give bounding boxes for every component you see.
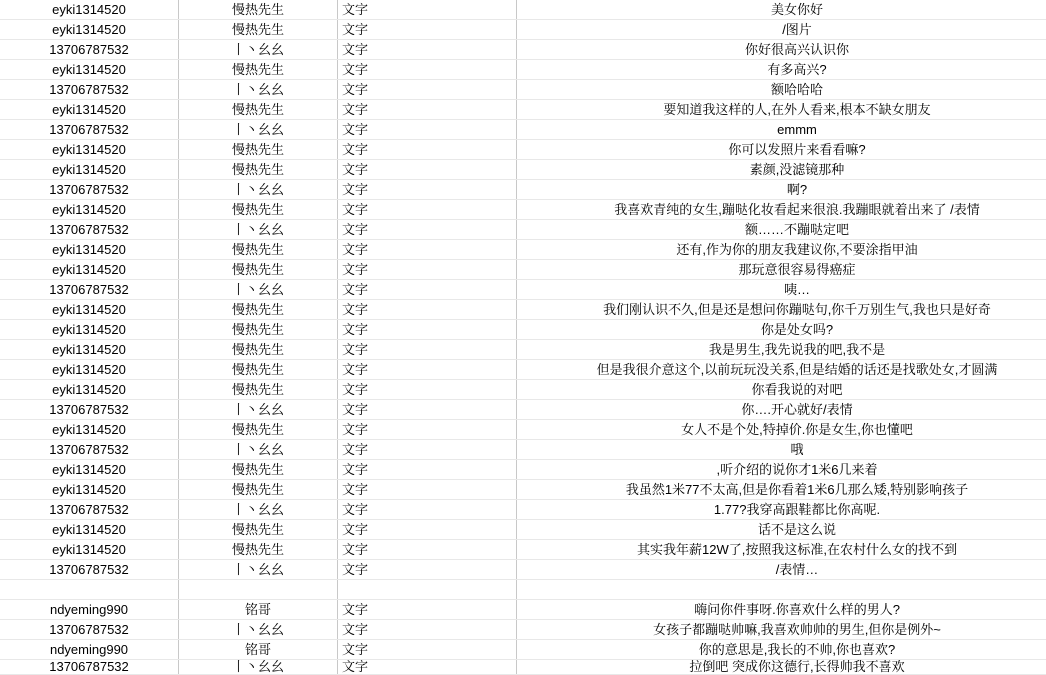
- cell-msg_type: 文字: [338, 500, 517, 520]
- table-row[interactable]: [0, 120, 1046, 140]
- cell-content: /图片: [517, 20, 1046, 40]
- table-row[interactable]: [0, 580, 1046, 600]
- cell-content: 还有,作为你的朋友我建议你,不要涂指甲油: [517, 240, 1046, 260]
- cell-msg_type: 文字: [338, 40, 517, 60]
- cell-content: 额……不蹦哒定吧: [517, 220, 1046, 240]
- cell-sender_id: ndyeming990: [0, 600, 179, 620]
- cell-content: 女孩子都蹦哒帅嘛,我喜欢帅帅的男生,但你是例外~: [517, 620, 1046, 640]
- cell-sender_name: 慢热先生: [179, 420, 338, 440]
- cell-msg_type: 文字: [338, 260, 517, 280]
- cell-content: 美女你好: [517, 0, 1046, 20]
- cell-msg_type: 文字: [338, 560, 517, 580]
- cell-content: 其实我年薪12W了,按照我这标准,在农村什么女的找不到: [517, 540, 1046, 560]
- cell-msg_type: 文字: [338, 640, 517, 660]
- cell-sender_name: 慢热先生: [179, 260, 338, 280]
- cell-msg_type: 文字: [338, 20, 517, 40]
- table-row[interactable]: [0, 380, 1046, 400]
- table-row[interactable]: [0, 20, 1046, 40]
- table-row[interactable]: [0, 80, 1046, 100]
- cell-content: emmm: [517, 120, 1046, 140]
- cell-content: 嗨问你件事呀.你喜欢什么样的男人?: [517, 600, 1046, 620]
- cell-content: 啊?: [517, 180, 1046, 200]
- cell-content: 1.77?我穿高跟鞋都比你高呢.: [517, 500, 1046, 520]
- cell-sender_id: eyki1314520: [0, 520, 179, 540]
- cell-sender_id: eyki1314520: [0, 340, 179, 360]
- cell-sender_name: 慢热先生: [179, 460, 338, 480]
- cell-sender_name: 慢热先生: [179, 240, 338, 260]
- cell-msg_type: 文字: [338, 460, 517, 480]
- cell-sender_name: 丨丶幺幺: [179, 280, 338, 300]
- cell-msg_type: 文字: [338, 120, 517, 140]
- cell-content: 你可以发照片来看看嘛?: [517, 140, 1046, 160]
- cell-content: 你好很高兴认识你: [517, 40, 1046, 60]
- cell-sender_id: 13706787532: [0, 660, 179, 675]
- table-row[interactable]: [0, 560, 1046, 580]
- cell-msg_type: 文字: [338, 220, 517, 240]
- cell-sender_name: 慢热先生: [179, 340, 338, 360]
- cell-sender_name: 铭哥: [179, 600, 338, 620]
- cell-content: 我们刚认识不久,但是还是想问你蹦哒句,你千万别生气,我也只是好奇: [517, 300, 1046, 320]
- cell-sender_id: 13706787532: [0, 500, 179, 520]
- cell-sender_name: 丨丶幺幺: [179, 500, 338, 520]
- cell-sender_id: eyki1314520: [0, 320, 179, 340]
- cell-msg_type: 文字: [338, 280, 517, 300]
- table-row[interactable]: [0, 160, 1046, 180]
- table-row[interactable]: [0, 640, 1046, 660]
- cell-sender_name: [179, 580, 338, 600]
- cell-content: 你的意思是,我长的不帅,你也喜欢?: [517, 640, 1046, 660]
- cell-msg_type: 文字: [338, 540, 517, 560]
- cell-msg_type: 文字: [338, 480, 517, 500]
- cell-sender_id: ndyeming990: [0, 640, 179, 660]
- cell-msg_type: 文字: [338, 300, 517, 320]
- cell-content: 我虽然1米77不太高,但是你看着1米6几那么矮,特别影响孩子: [517, 480, 1046, 500]
- cell-sender_id: eyki1314520: [0, 380, 179, 400]
- cell-content: 那玩意很容易得癌症: [517, 260, 1046, 280]
- table-row[interactable]: [0, 440, 1046, 460]
- cell-content: 你….开心就好/表情: [517, 400, 1046, 420]
- cell-msg_type: 文字: [338, 600, 517, 620]
- cell-msg_type: 文字: [338, 380, 517, 400]
- cell-msg_type: 文字: [338, 140, 517, 160]
- cell-sender_name: 慢热先生: [179, 320, 338, 340]
- table-row[interactable]: [0, 320, 1046, 340]
- cell-sender_id: eyki1314520: [0, 60, 179, 80]
- cell-sender_name: 丨丶幺幺: [179, 80, 338, 100]
- cell-sender_id: eyki1314520: [0, 540, 179, 560]
- cell-sender_id: eyki1314520: [0, 300, 179, 320]
- cell-content: 素颜,没滤镜那种: [517, 160, 1046, 180]
- cell-sender_name: 丨丶幺幺: [179, 440, 338, 460]
- table-row[interactable]: [0, 200, 1046, 220]
- cell-sender_id: eyki1314520: [0, 140, 179, 160]
- cell-content: 话不是这么说: [517, 520, 1046, 540]
- cell-sender_name: 慢热先生: [179, 360, 338, 380]
- table-row[interactable]: [0, 420, 1046, 440]
- cell-sender_name: 慢热先生: [179, 480, 338, 500]
- cell-sender_name: 慢热先生: [179, 200, 338, 220]
- cell-sender_name: 慢热先生: [179, 100, 338, 120]
- cell-sender_id: 13706787532: [0, 280, 179, 300]
- cell-sender_id: 13706787532: [0, 180, 179, 200]
- cell-content: 哦: [517, 440, 1046, 460]
- table-row[interactable]: [0, 460, 1046, 480]
- cell-msg_type: 文字: [338, 160, 517, 180]
- cell-sender_name: 丨丶幺幺: [179, 620, 338, 640]
- cell-sender_id: 13706787532: [0, 40, 179, 60]
- table-row[interactable]: [0, 60, 1046, 80]
- table-row[interactable]: [0, 280, 1046, 300]
- table-row[interactable]: [0, 100, 1046, 120]
- cell-content: 你看我说的对吧: [517, 380, 1046, 400]
- cell-sender_name: 丨丶幺幺: [179, 120, 338, 140]
- table-row[interactable]: [0, 600, 1046, 620]
- table-row[interactable]: [0, 660, 1046, 675]
- cell-msg_type: 文字: [338, 180, 517, 200]
- table-row[interactable]: [0, 400, 1046, 420]
- cell-sender_name: 铭哥: [179, 640, 338, 660]
- cell-sender_name: 慢热先生: [179, 140, 338, 160]
- cell-sender_name: 慢热先生: [179, 60, 338, 80]
- cell-sender_id: eyki1314520: [0, 20, 179, 40]
- cell-content: 咦…: [517, 280, 1046, 300]
- table-row[interactable]: [0, 140, 1046, 160]
- table-row[interactable]: [0, 620, 1046, 640]
- cell-msg_type: 文字: [338, 440, 517, 460]
- cell-sender_name: 慢热先生: [179, 380, 338, 400]
- table-row[interactable]: [0, 220, 1046, 240]
- cell-sender_id: 13706787532: [0, 80, 179, 100]
- cell-sender_id: 13706787532: [0, 400, 179, 420]
- table-row[interactable]: [0, 40, 1046, 60]
- cell-sender_id: eyki1314520: [0, 420, 179, 440]
- cell-msg_type: 文字: [338, 0, 517, 20]
- cell-sender_name: 丨丶幺幺: [179, 40, 338, 60]
- cell-msg_type: 文字: [338, 660, 517, 675]
- cell-content: 拉倒吧 突成你这德行,长得帅我不喜欢: [517, 660, 1046, 675]
- table-row[interactable]: [0, 540, 1046, 560]
- cell-msg_type: [338, 580, 517, 600]
- cell-msg_type: 文字: [338, 340, 517, 360]
- cell-msg_type: 文字: [338, 420, 517, 440]
- cell-sender_id: [0, 580, 179, 600]
- table-row[interactable]: [0, 0, 1046, 20]
- cell-msg_type: 文字: [338, 520, 517, 540]
- cell-msg_type: 文字: [338, 320, 517, 340]
- cell-sender_id: eyki1314520: [0, 240, 179, 260]
- cell-sender_name: 慢热先生: [179, 20, 338, 40]
- cell-content: /表情…: [517, 560, 1046, 580]
- cell-content: 要知道我这样的人,在外人看来,根本不缺女朋友: [517, 100, 1046, 120]
- cell-content: 我喜欢青纯的女生,蹦哒化妆看起来很浪.我蹦眼就着出来了 /表情: [517, 200, 1046, 220]
- cell-sender_id: eyki1314520: [0, 260, 179, 280]
- table-row[interactable]: [0, 500, 1046, 520]
- table-row[interactable]: [0, 520, 1046, 540]
- cell-sender_id: eyki1314520: [0, 0, 179, 20]
- cell-sender_id: eyki1314520: [0, 360, 179, 380]
- cell-sender_name: 慢热先生: [179, 520, 338, 540]
- cell-sender_name: 慢热先生: [179, 160, 338, 180]
- cell-sender_id: eyki1314520: [0, 160, 179, 180]
- cell-content: 你是处女吗?: [517, 320, 1046, 340]
- cell-sender_id: 13706787532: [0, 620, 179, 640]
- cell-sender_id: eyki1314520: [0, 480, 179, 500]
- cell-sender_id: 13706787532: [0, 560, 179, 580]
- cell-content: 我是男生,我先说我的吧,我不是: [517, 340, 1046, 360]
- table-row[interactable]: [0, 240, 1046, 260]
- cell-content: 有多高兴?: [517, 60, 1046, 80]
- cell-msg_type: 文字: [338, 60, 517, 80]
- cell-sender_name: 丨丶幺幺: [179, 660, 338, 675]
- cell-sender_name: 丨丶幺幺: [179, 220, 338, 240]
- cell-sender_name: 慢热先生: [179, 300, 338, 320]
- cell-msg_type: 文字: [338, 620, 517, 640]
- cell-sender_id: eyki1314520: [0, 200, 179, 220]
- cell-sender_name: 丨丶幺幺: [179, 400, 338, 420]
- cell-sender_id: eyki1314520: [0, 100, 179, 120]
- cell-sender_id: 13706787532: [0, 120, 179, 140]
- cell-msg_type: 文字: [338, 200, 517, 220]
- cell-msg_type: 文字: [338, 100, 517, 120]
- cell-sender_name: 慢热先生: [179, 540, 338, 560]
- cell-content: 但是我很介意这个,以前玩玩没关系,但是结婚的话还是找歌处女,才圆满: [517, 360, 1046, 380]
- cell-sender_id: 13706787532: [0, 220, 179, 240]
- cell-content: 额哈哈哈: [517, 80, 1046, 100]
- cell-msg_type: 文字: [338, 400, 517, 420]
- table-row[interactable]: [0, 340, 1046, 360]
- table-row[interactable]: [0, 260, 1046, 280]
- cell-content: ,听介绍的说你才1米6几来着: [517, 460, 1046, 480]
- cell-msg_type: 文字: [338, 80, 517, 100]
- cell-sender_id: 13706787532: [0, 440, 179, 460]
- cell-sender_id: eyki1314520: [0, 460, 179, 480]
- cell-sender_name: 慢热先生: [179, 0, 338, 20]
- cell-msg_type: 文字: [338, 240, 517, 260]
- table-row[interactable]: [0, 180, 1046, 200]
- table-row[interactable]: [0, 300, 1046, 320]
- cell-content: [517, 580, 1046, 600]
- table-row[interactable]: [0, 360, 1046, 380]
- cell-content: 女人不是个处,特掉价.你是女生,你也懂吧: [517, 420, 1046, 440]
- cell-sender_name: 丨丶幺幺: [179, 180, 338, 200]
- table-row[interactable]: [0, 480, 1046, 500]
- cell-sender_name: 丨丶幺幺: [179, 560, 338, 580]
- cell-msg_type: 文字: [338, 360, 517, 380]
